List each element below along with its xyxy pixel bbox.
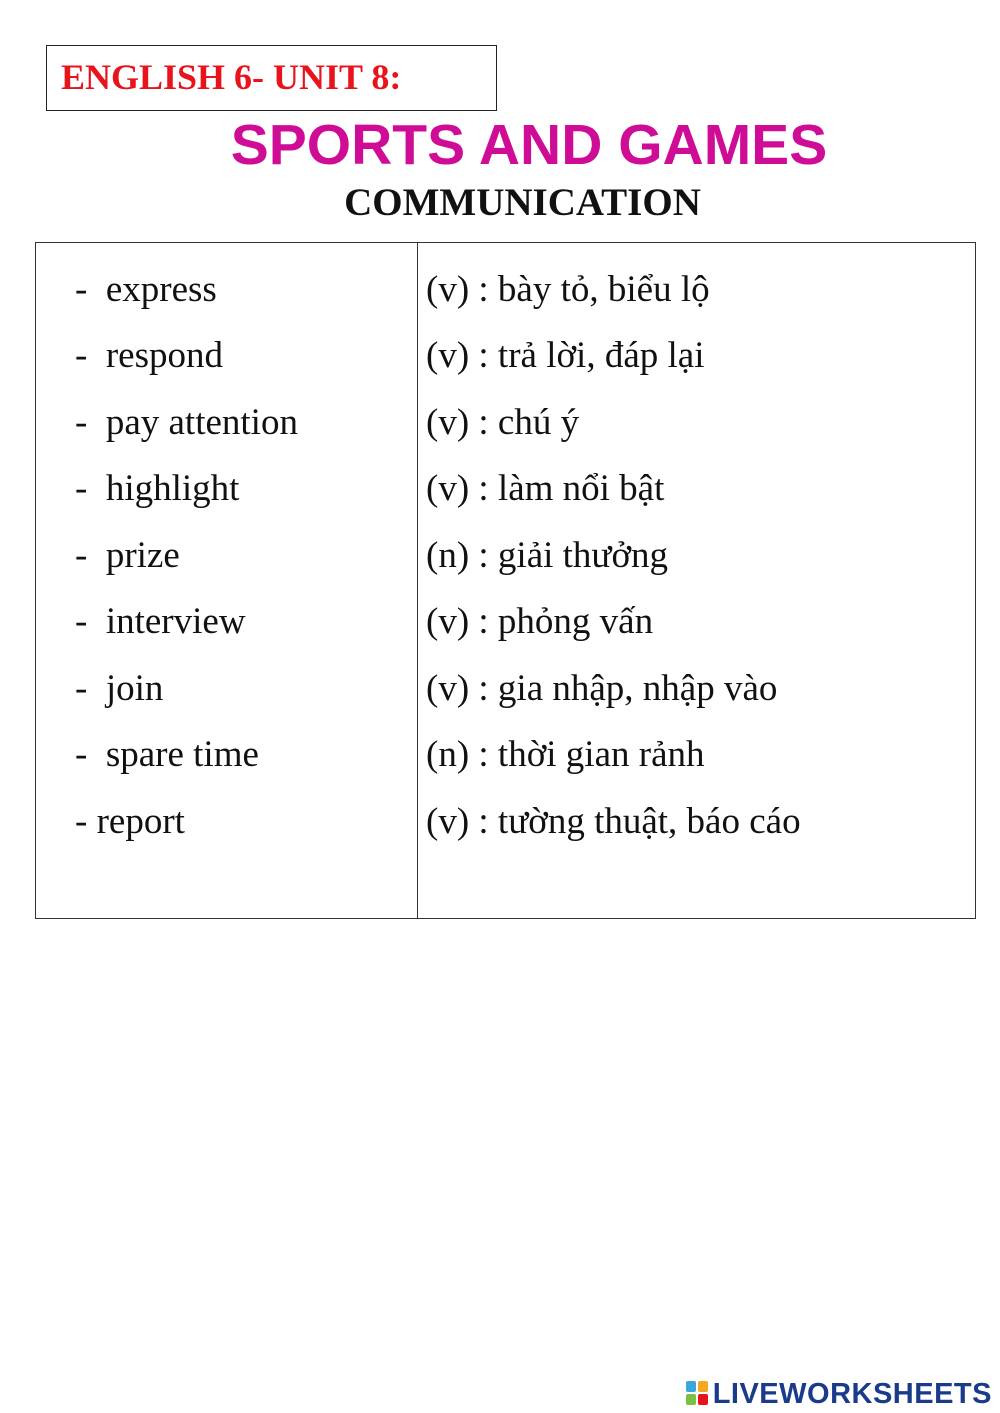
vocab-row <box>36 729 975 781</box>
vocab-meaning: (v) : phỏng vấn <box>426 601 654 642</box>
vocab-meaning: (v) : gia nhập, nhập vào <box>426 668 778 709</box>
vocab-term: - respond <box>75 335 223 376</box>
vocab-row <box>36 463 975 515</box>
unit-title: ENGLISH 6- UNIT 8: <box>61 57 402 97</box>
vocab-meaning: (v) : bày tỏ, biểu lộ <box>426 269 710 310</box>
liveworksheets-logo-text: LIVEWORKSHEETS <box>712 1378 992 1410</box>
vocab-meaning: (v) : tường thuật, báo cáo <box>426 801 801 842</box>
vocab-meaning: (v) : làm nổi bật <box>426 468 665 509</box>
vocab-term: - prize <box>75 535 180 576</box>
unit-header-box <box>46 45 497 111</box>
liveworksheets-logo[interactable] <box>686 1377 992 1411</box>
vocab-row <box>36 596 975 648</box>
vocab-row <box>36 330 975 382</box>
section-title: COMMUNICATION <box>344 181 701 224</box>
vocab-term: - interview <box>75 601 246 642</box>
vocab-row <box>36 663 975 715</box>
vocab-term: - report <box>75 801 185 842</box>
vocab-row <box>36 264 975 316</box>
vocab-term: - highlight <box>75 468 240 509</box>
vocabulary-table <box>35 242 976 919</box>
vocab-term: - pay attention <box>75 402 298 443</box>
vocab-row <box>36 796 975 848</box>
vocab-term: - join <box>75 668 164 709</box>
page-title: SPORTS AND GAMES <box>230 113 828 177</box>
vocab-row <box>36 397 975 449</box>
vocab-term: - spare time <box>75 734 259 775</box>
liveworksheets-logo-icon <box>686 1381 710 1407</box>
vocab-row <box>36 530 975 582</box>
vocab-meaning: (n) : giải thưởng <box>426 535 669 576</box>
vocab-term: - express <box>75 269 217 310</box>
vocab-meaning: (n) : thời gian rảnh <box>426 734 705 775</box>
vocab-meaning: (v) : trả lời, đáp lại <box>426 335 705 376</box>
vocab-meaning: (v) : chú ý <box>426 402 580 443</box>
